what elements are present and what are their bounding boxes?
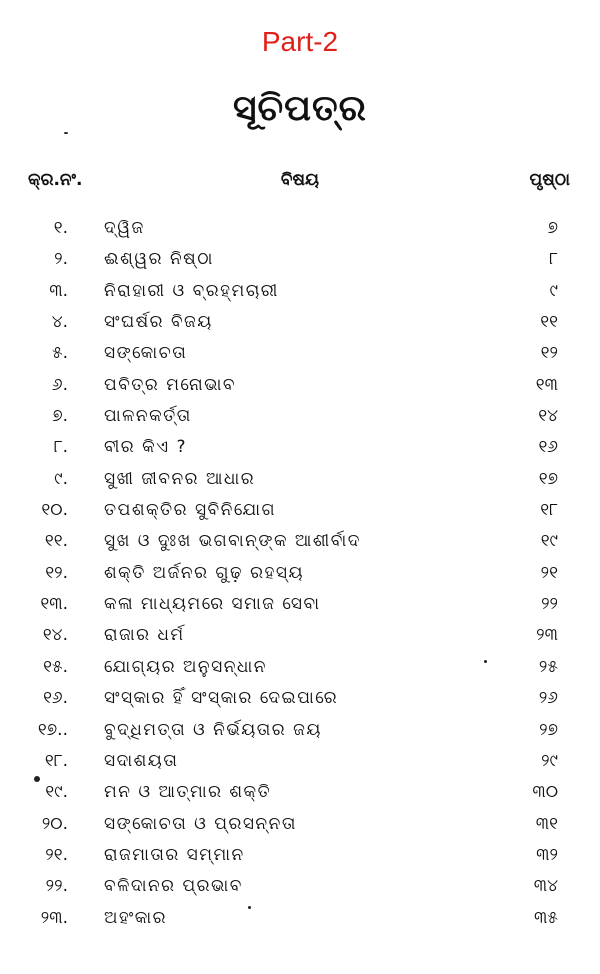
entry-topic: ରାଜମାତାର ସମ୍ମାନ bbox=[104, 844, 245, 865]
toc-row bbox=[0, 620, 600, 651]
column-header-page: ପୃଷ୍ଠା bbox=[529, 170, 570, 190]
page-title: ସୂଚିପତ୍ର bbox=[233, 88, 367, 129]
entry-topic: ସଂସ୍କାର ହିଁ ସଂସ୍କାର ଦେଇପାରେ bbox=[104, 688, 339, 709]
entry-topic: ଅହଂକାର bbox=[104, 907, 168, 928]
entry-topic: ବୁଦ୍ଧିମତ୍ତା ଓ ନିର୍ଭୟତାର ଜୟ bbox=[104, 719, 322, 740]
entry-topic: ସଙ୍କୋଚତା bbox=[104, 343, 188, 364]
toc-row bbox=[0, 871, 600, 902]
entry-topic: ସୁଖୀ ଜୀବନର ଆଧାର bbox=[104, 468, 256, 489]
entry-number: ୧୩. bbox=[40, 594, 68, 615]
entry-number: ୧୪. bbox=[42, 625, 68, 646]
entry-topic: ବୀର କିଏ ? bbox=[104, 437, 188, 458]
entry-number: ୪. bbox=[51, 312, 68, 333]
entry-page: ୨୨ bbox=[541, 594, 558, 615]
entry-page: ୨୬ bbox=[538, 688, 558, 709]
entry-number: ୮. bbox=[53, 437, 68, 458]
toc-row bbox=[0, 715, 600, 746]
toc-row bbox=[0, 840, 600, 871]
toc-row bbox=[0, 652, 600, 683]
entry-page: ୧୩ bbox=[535, 374, 558, 395]
entry-page: ୯ bbox=[549, 280, 558, 301]
scan-speck bbox=[484, 660, 487, 663]
entry-topic: ଯୋଗ୍ୟର ଅନୁସନ୍ଧାନ bbox=[104, 656, 268, 677]
entry-page: ୮ bbox=[549, 249, 558, 270]
entry-page: ୨୧ bbox=[540, 562, 558, 583]
entry-number: ୧୫. bbox=[43, 656, 68, 677]
entry-page: ୧୭ bbox=[538, 468, 558, 489]
scan-speck bbox=[248, 906, 251, 909]
toc-row bbox=[0, 589, 600, 620]
entry-topic: ବଳିଦାନର ପ୍ରଭାବ bbox=[104, 876, 243, 897]
entry-topic: ଦ୍ୱିଜ bbox=[104, 218, 145, 238]
entry-page: ୩୪ bbox=[533, 876, 558, 897]
entry-page: ୧୧ bbox=[540, 312, 558, 333]
entry-page: ୧୮ bbox=[540, 500, 558, 521]
entry-number: ୧୭.. bbox=[37, 719, 68, 740]
toc-row bbox=[0, 244, 600, 275]
entry-page: ୩୫ bbox=[534, 907, 558, 928]
entry-topic: ରାଜାର ଧର୍ମ bbox=[104, 625, 185, 646]
entry-number: ୨୧. bbox=[45, 844, 68, 865]
toc-row bbox=[0, 370, 600, 401]
entry-number: ୨. bbox=[54, 249, 68, 270]
entry-topic: ନିରାହାରୀ ଓ ବ୍ରହ୍ମଚାରୀ bbox=[104, 280, 279, 301]
entry-number: ୧୬. bbox=[43, 688, 68, 709]
entry-topic: ସଙ୍କୋଚତା ଓ ପ୍ରସନ୍ନତା bbox=[104, 813, 297, 834]
entry-page: ୨୫ bbox=[538, 656, 558, 677]
entry-topic: ମନ ଓ ଆତ୍ମାର ଶକ୍ତି bbox=[104, 782, 272, 803]
toc-row bbox=[0, 432, 600, 463]
toc-row bbox=[0, 526, 600, 557]
entry-topic: ସୁଖ ଓ ଦୁଃଖ ଭଗବାନ୍‌ଙ୍କ ଆଶୀର୍ବାଦ bbox=[104, 531, 361, 552]
contents-list bbox=[0, 213, 600, 934]
column-header-subject: ବିଷୟ bbox=[280, 170, 320, 190]
toc-row bbox=[0, 809, 600, 840]
entry-number: ୩. bbox=[49, 280, 68, 301]
entry-page: ୧୯ bbox=[540, 531, 558, 552]
entry-number: ୨୦. bbox=[41, 813, 68, 834]
entry-page: ୩୦ bbox=[532, 782, 558, 803]
entry-topic: ଈଶ୍ୱର ନିଷ୍ଠା bbox=[104, 249, 214, 270]
part-label: Part-2 bbox=[261, 26, 339, 57]
entry-number: ୨୩. bbox=[40, 907, 68, 928]
entry-page: ୧୬ bbox=[538, 437, 558, 458]
entry-number: ୧୦. bbox=[41, 500, 68, 521]
entry-page: ୭ bbox=[547, 218, 558, 238]
entry-number: ୧. bbox=[53, 218, 68, 238]
entry-number: ୧୧. bbox=[44, 531, 68, 552]
entry-topic: ସଦାଶୟତା bbox=[104, 750, 179, 771]
entry-number: ୫. bbox=[51, 343, 68, 364]
toc-row bbox=[0, 401, 600, 432]
entry-page: ୨୩ bbox=[536, 625, 558, 646]
entry-topic: ପବିତ୍ର ମନୋଭାବ bbox=[104, 374, 236, 395]
toc-row bbox=[0, 558, 600, 589]
entry-topic: ସଂଘର୍ଷର ବିଜୟ bbox=[104, 312, 213, 333]
entry-number: ୧୯. bbox=[45, 782, 68, 803]
column-header-number: କ୍ର.ନଂ. bbox=[28, 170, 83, 190]
toc-row bbox=[0, 495, 600, 526]
entry-number: ୧୨. bbox=[45, 562, 68, 583]
toc-row bbox=[0, 777, 600, 808]
entry-topic: ତପଶକ୍ତିର ସୁବିନିଯୋଗ bbox=[104, 500, 277, 521]
entry-topic: ଶକ୍ତି ଅର୍ଜନର ଗୁଢ଼ ରହସ୍ୟ bbox=[104, 562, 305, 583]
toc-row bbox=[0, 683, 600, 714]
toc-row bbox=[0, 464, 600, 495]
scan-speck bbox=[34, 776, 40, 782]
toc-row bbox=[0, 307, 600, 338]
toc-row bbox=[0, 213, 600, 244]
toc-row bbox=[0, 903, 600, 934]
entry-number: ୨୨. bbox=[45, 876, 68, 897]
scan-speck bbox=[64, 132, 68, 134]
entry-page: ୩୧ bbox=[535, 813, 558, 834]
entry-topic: କଳା ମାଧ୍ୟମରେ ସମାଜ ସେବା bbox=[104, 594, 321, 615]
entry-number: ୭. bbox=[52, 406, 68, 427]
entry-page: ୧୨ bbox=[540, 343, 558, 364]
entry-page: ୨୭ bbox=[539, 719, 558, 740]
entry-page: ୧୪ bbox=[538, 406, 558, 427]
entry-number: ୬. bbox=[51, 374, 68, 395]
entry-page: ୨୯ bbox=[541, 750, 558, 771]
entry-number: ୯. bbox=[54, 468, 68, 489]
toc-row bbox=[0, 338, 600, 369]
toc-row bbox=[0, 276, 600, 307]
toc-row bbox=[0, 746, 600, 777]
entry-page: ୩୨ bbox=[536, 844, 558, 865]
entry-topic: ପାଳନକର୍ତ୍ତା bbox=[104, 406, 192, 427]
entry-number: ୧୮. bbox=[44, 750, 68, 771]
